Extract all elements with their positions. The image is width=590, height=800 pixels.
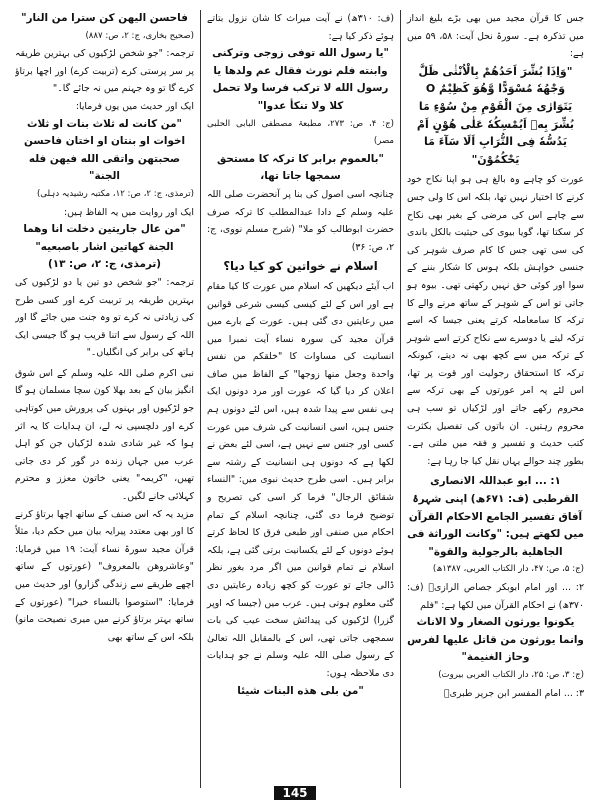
paragraph: ایک اور حدیث میں یوں فرمایا: — [75, 100, 194, 112]
reference: (صحیح بخاری، ج: ۲، ص: ۸۸۷) — [85, 30, 194, 41]
reference: (ج: ۳، ص: ۲۵، دار الکتاب العربی بیروت) — [438, 669, 584, 680]
arabic-quote: ۱: ... ابو عبداللہ الانصاری القرطبی (ف: ۶۷۱ھ) اپنی شہرۂ آفاق تفسیر الجامع الاحکام القرآن میں لکھتے ہیں: "وكانت الوراثة فی الجاهلية بالرجولية والقوة" — [407, 475, 584, 558]
arabic-quote: يكونوا يورثون الصغار ولا الاناث وانما يورثون من قاتل عليها لفرس وحاز الغنيمة" — [407, 616, 584, 664]
page-footer — [0, 786, 590, 800]
paragraph: ترجمہ: "جو شخص دو تین یا دو لڑکیوں کی بہترین طریقہ پر تربیت کرے اور کسی طرح کی زیادتی نہ کرے تو وہ جنت میں جائے گا اور اللہ کے رسول سے اتنا قریب ہو گا جیسی ایک ہاتھ کی برابر کی انگلیاں۔" — [15, 276, 194, 359]
paragraph: ۳: ... امام المفسر ابن جریر طبریؒ — [443, 687, 584, 699]
arabic-quote: "وَاِذَا بُشِّرَ اَحَدُهُمْ بِالْاُنْثٰی ظَلَّ وَجْهُهٗ مُسْوَدًّا وَّهُوَ كَظِيْمٌ O يَتَوَارٰی مِنَ الْقَوْمِ مِنْ سُوْءِ مَا بُشِّرَ بِهٖ اَيُمْسِكُهٗ عَلٰی هُوْنٍ اَمْ يَدُسُّهٗ فِی التُّرَابِ اَلَا سَآءَ مَا يَحْكُمُوْنَ" — [416, 64, 575, 166]
paragraph: (ف: ۳۱۰ھ) نے آیت میراث کا شان نزول بتاتے ہوئے ذکر کیا ہے: — [207, 13, 395, 42]
arabic-quote: "من كانت له ثلاث بنات او ثلاث اخوات او بنتان او اختان فاحسن صحبتهن واتقى الله فيهن فله الجنة" — [23, 117, 186, 183]
section-heading: اسلام نے خواتین کو کیا دیا؟ — [223, 259, 378, 274]
arabic-quote: "بالعموم برابر کا ترکہ کا مستحق سمجھا جاتا تھا، — [217, 152, 384, 183]
paragraph: چنانچہ اسی اصول کی بنا پر آنحضرت صلی اللہ علیہ وسلم کے دادا عبدالمطلب کا ترکہ صرف حضرت ابوطالب کو ملا" (شرح مسلم نووی، ج: ۲، ص: ۳۶) — [207, 188, 394, 253]
text-columns — [6, 10, 584, 788]
arabic-quote: "من بلی هذه البنات شيئا — [237, 684, 364, 697]
paragraph: نبی اکرم صلی اللہ علیہ وسلم کے اس شوق انگیز بیان کے بعد بھلا کون سچا مسلمان ہو گا جو لڑکیوں اور بہنوں کی پرورش میں کوتاہی کرے اور دلچسپی نہ لے، ان ہدایات کا یہ اثر ہوا کہ غیر شادی شدہ لڑکیاں جن کو اہل عرب میں جہاں زندہ در گور کر دی جاتی تھیں، "کریمہ" یعنی خاتون معزز و محترم کہلائی جانے لگیں۔ — [15, 367, 194, 503]
column-middle — [200, 10, 401, 788]
page-number: 145 — [274, 786, 315, 800]
arabic-quote: "يا رسول الله توفی زوجی وترکنی وابنته فلم نورث فقال عم ولدها يا رسول الله لا تركب فرسا ولا تحمل كلا ولا تنكأ عدوا" — [212, 47, 389, 112]
paragraph: عورت کو چاہے وہ بالغ ہی ہو اپنا نکاح خود کرنے کا اختیار نہیں تھا، بلکہ اس کا ولی جس سے چاہے اس کی مرضی کے بغیر بھی نکاح کر سکتا تھا، گویا بیوی کی حیثیت بالکل باندی کی سی تھی جس کا کام صرف شوہر کی جنسی خواہش بلکہ ہوس کا شکار بننے کے سوا اور کوئی حق نہیں رکھتی تھی۔ بیوہ ہو جاتی تو اس کے شوہر کے ساتھ مرنے والے کا ترکہ کا سامعاملہ کرتے یعنی جیسا کہ اسے ترکہ لیتے یا دوسرے سے نکاح کرتے اسے شوہر کے ترکہ میں سے کچھ بھی نہ دیتے، کیونکہ ترکہ کا استحقاق رجولیت اور قوت پر تھا، اس لئے پہ امر عورتوں کے بھی ترکہ سے محروم رکھے جاتے اور لڑکیاں تو سب ہی محروم رہتیں۔ ان باتوں کی تفصیل بکثرت کتب حدیث و تفسیر و فقہ میں ملتی ہے۔ بطور چند حوالے یہاں نقل کیا جا رہا ہے: — [407, 174, 584, 467]
reference: (ج: ۴، ص: ۲۷۳، مطبعۃ مصطفی البابی الحلبی مصر) — [207, 118, 394, 147]
column-left — [15, 10, 200, 788]
paragraph: ۲: ... اور امام ابوبکر جصاص الرازیؒ (ف: ۳۷۰ھ) نے احکام القرآن میں لکھا ہے: "فلم — [407, 582, 584, 611]
paragraph: مزید یہ کہ اس صنف کے ساتھ اچھا برتاؤ کرنے کا اور بھی معتدد پیرایہ بیان میں حکم دیا، مثلاً قرآن مجید سورۃ نساء آیت: ۱۹ میں فرمایا: "وعاشروهن بالمعروف" (عورتوں کے ساتھ اچھے طریقے سے زندگی گزارو) اور حدیث میں فرمایا: "استوصوا بالنساء خيرا" (عورتوں کے ساتھ بہتر برتاؤ کرنے میں میری نصیحت مانو) بلکہ اس کے ساتھ بھی — [15, 508, 194, 643]
paragraph: جس کا قرآن مجید میں بھی بڑے بلیغ انداز میں تذکرہ ہے۔ سورۃ نحل آیت: ۵۸، ۵۹ میں ہے: — [407, 13, 584, 60]
reference: (ج: ۵، ص: ۴۷، دار الکتاب العربی، ۱۳۸۷ھ) — [432, 564, 584, 575]
paragraph: ترجمہ: "جو شخص لڑکیوں کی بہترین طریقہ پر سر پرستی کرے (تربیت کرے) اور اچھا برتاؤ کرے گا تو وہ جہنم میں نہ جائے گا۔" — [15, 48, 194, 95]
column-right — [401, 10, 584, 788]
arabic-quote: فاحسن اليهن كن سترا من النار" — [21, 12, 188, 24]
reference: (ترمذی، ج: ۲، ص: ۱۲، مکتبہ رشیدیہ دہلی) — [36, 188, 194, 199]
arabic-quote: "من عال جاريتين دخلت انا وهما الجنة كهاتين اشار باصبعيه" (ترمذی، ج: ۲، ص: ۱۳) — [23, 223, 186, 271]
paragraph: ایک اور روایت میں یہ الفاظ ہیں: — [63, 206, 194, 218]
paragraph: اب آیئے دیکھیں کہ اسلام میں عورت کا کیا مقام ہے اور اس کے لئے کیسی کیسی شرعی قوانین میں رعایتیں دی گئی ہیں۔ عورت کے بارے میں قرآن مجید کی سورہ نساء آیت نمبرا میں انسانیت کی مساوات کا "خلقكم من نفس واحدة وجعل منها زوجها" کے الفاظ میں صاف اعلان کر دیا گیا کہ عورت اور مرد دونوں ایک ہی نفس سے پیدا شدہ ہیں، اس لئے دونوں ہم جنس ہیں، اسی انسانیت کی شرف میں عورت کسی اور جنس سے نہیں ہے، اسی لئے بعض نے لکھا ہے کہ دونوں ہی انسانیت کے رشتہ سے برابر ہیں۔ اسی طرح حدیث نبوی میں: "النساء شقائق الرجال" فرما کر اسی کی تصریح و توضیح فرما دی گئی، چنانچہ اسلام کے تمام احکام میں صنفی اور طبعی فرق کا لحاظ کرتے ہوئے دونوں کے لئے یکسانیت برتی گئی ہے، بلکہ اسلام نے تمام قوانین میں اگر مرد بغور نظر ڈالی جائے تو عورت کو کچھ زیادہ رعایتیں دی گئی معلوم ہوتی ہیں۔ عرب میں (جیسا کہ اوپر گزرا) لڑکیوں کی پیدائش سخت عیب کی بات سمجھی جاتی تھی، اس کے بالمقابل اللہ تعالیٰ کے رسول صلی اللہ علیہ وسلم نے جو ہدایات دی ملاحظہ ہوں: — [207, 280, 394, 679]
